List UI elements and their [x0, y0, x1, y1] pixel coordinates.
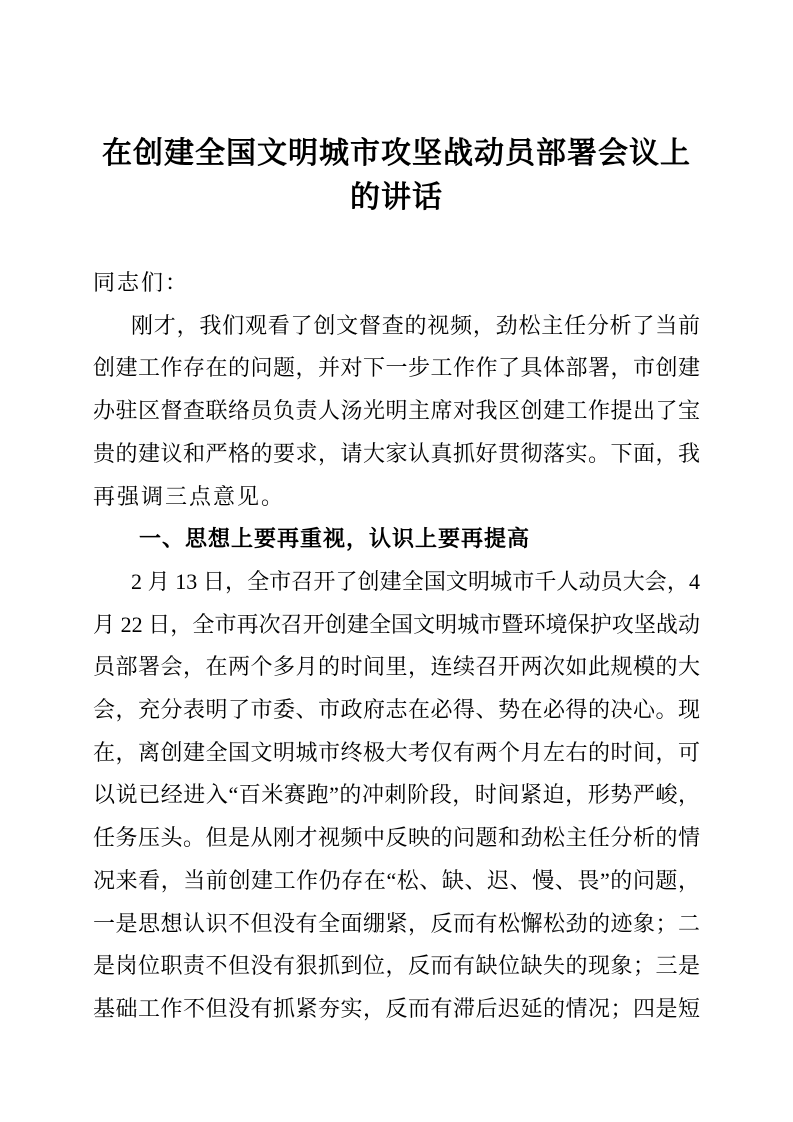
text-line: 员部署会，在两个多月的时间里，连续召开两次如此规模的大 — [93, 654, 700, 680]
text-line: 刚才，我们观看了创文督查的视频，劲松主任分析了当前 — [131, 312, 700, 338]
text-line: 以说已经进入“百米赛跑”的冲刺阶段，时间紧迫，形势严峻， — [93, 782, 700, 808]
text-line: 一是思想认识不但没有全面绷紧，反而有松懈松劲的迹象；二 — [93, 910, 700, 936]
text-line: 2 月 13 日，全市召开了创建全国文明城市千人动员大会，4 — [131, 568, 700, 594]
text-line: 况来看，当前创建工作仍存在“松、缺、迟、慢、畏”的问题， — [93, 867, 700, 893]
text-line: 同志们： — [93, 270, 190, 295]
text-line: 月 22 日，全市再次召开创建全国文明城市暨环境保护攻坚战动 — [93, 611, 700, 637]
text-line: 在，离创建全国文明城市终极大考仅有两个月左右的时间，可 — [93, 739, 700, 765]
document-body — [93, 262, 700, 1031]
text-line: 贵的建议和严格的要求，请大家认真抓好贯彻落实。下面，我 — [93, 440, 700, 466]
section-heading: 一、思想上要再重视，认识上要再提高 — [139, 526, 531, 552]
text-line: 办驻区督查联络员负责人汤光明主席对我区创建工作提出了宝 — [93, 398, 700, 424]
title-line-2: 的讲话 — [350, 181, 443, 214]
text-line: 会，充分表明了市委、市政府志在必得、势在必得的决心。现 — [93, 697, 700, 723]
text-line: 是岗位职责不但没有狠抓到位，反而有缺位缺失的现象；三是 — [93, 953, 700, 979]
text-line: 任务压头。但是从刚才视频中反映的问题和劲松主任分析的情 — [93, 825, 700, 851]
text-line: 再强调三点意见。 — [93, 483, 286, 509]
text-line: 基础工作不但没有抓紧夯实，反而有滞后迟延的情况；四是短 — [93, 995, 700, 1021]
text-line: 创建工作存在的问题，并对下一步工作作了具体部署，市创建 — [93, 355, 700, 381]
document-title — [93, 132, 700, 220]
title-line-1: 在创建全国文明城市攻坚战动员部署会议上 — [102, 137, 691, 170]
